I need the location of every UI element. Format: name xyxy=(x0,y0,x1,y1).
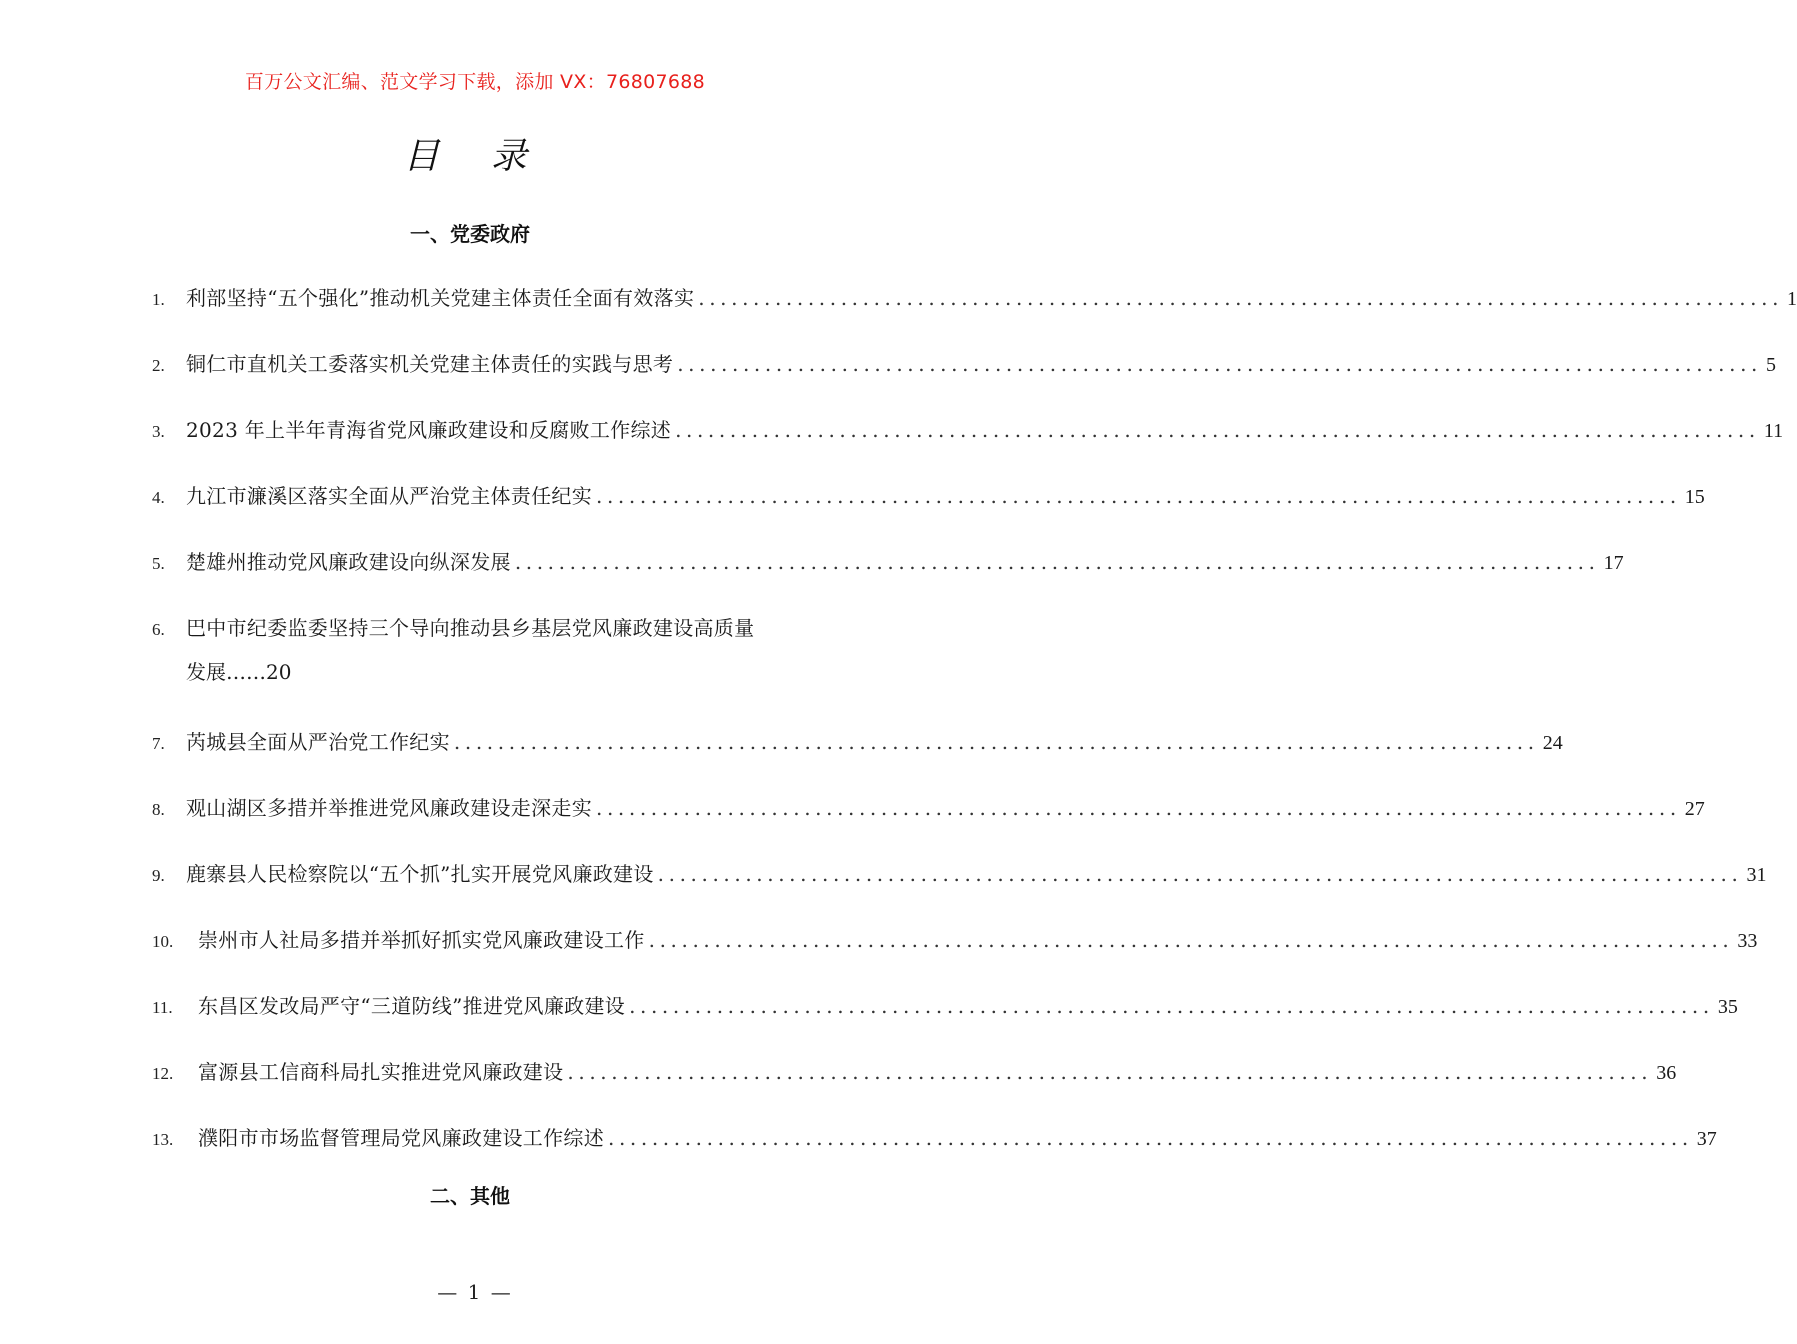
toc-entry-2[interactable] xyxy=(152,342,1776,408)
toc-entry-10[interactable] xyxy=(152,918,1758,984)
entry-page-number: 37 xyxy=(1696,1128,1717,1150)
entry-number: 9. xyxy=(152,866,165,885)
toc-entry-7[interactable] xyxy=(152,720,1563,786)
dot-leader: ................................................................................................... xyxy=(596,796,1681,820)
toc-entry-4[interactable] xyxy=(152,474,1705,540)
entry-page-number: 5 xyxy=(1766,354,1776,376)
entry-page-number: 1 xyxy=(1787,288,1797,310)
entry-page-number: 27 xyxy=(1684,798,1705,820)
entry-title-continuation: 发展……20 xyxy=(186,660,292,684)
dot-leader: ................................................................................................... xyxy=(567,1060,1653,1084)
dot-leader: ................................................................................................... xyxy=(596,484,1681,508)
entry-title: 富源县工信商科局扎实推进党风廉政建设 xyxy=(198,1060,564,1084)
entry-page-number: 31 xyxy=(1746,864,1767,886)
entry-title: 2023 年上半年青海省党风廉政建设和反腐败工作综述 xyxy=(186,418,672,442)
toc-entry-8[interactable] xyxy=(152,786,1705,852)
entry-page-number: 33 xyxy=(1737,930,1758,952)
page-footer-number: — 1 — xyxy=(437,1280,513,1304)
entry-title: 崇州市人社局多措并举抓好抓实党风廉政建设工作 xyxy=(198,928,645,952)
entry-title: 东昌区发改局严守“三道防线”推进党风廉政建设 xyxy=(198,994,626,1018)
dot-leader: ................................................................................................... xyxy=(608,1126,1693,1150)
watermark-banner: 百万公文汇编、范文学习下载，添加 VX：76807688 xyxy=(244,71,706,93)
entry-page-number: 15 xyxy=(1684,486,1705,508)
toc-entry-1[interactable] xyxy=(152,276,1797,342)
entry-title: 铜仁市直机关工委落实机关党建主体责任的实践与思考 xyxy=(186,352,674,376)
entry-title: 利部坚持“五个强化”推动机关党建主体责任全面有效落实 xyxy=(186,286,695,310)
entry-title: 九江市濂溪区落实全面从严治党主体责任纪实 xyxy=(186,484,592,508)
entry-title: 观山湖区多措并举推进党风廉政建设走深走实 xyxy=(186,796,592,820)
entry-number: 13. xyxy=(152,1130,174,1149)
entry-number: 3. xyxy=(152,422,165,441)
entry-title: 巴中市纪委监委坚持三个导向推动县乡基层党风廉政建设高质量 xyxy=(186,616,755,640)
section-heading-party-government: 一、党委政府 xyxy=(410,222,530,246)
section-heading-other: 二、其他 xyxy=(430,1184,510,1208)
entry-page-number: 35 xyxy=(1717,996,1738,1018)
entry-number: 12. xyxy=(152,1064,174,1083)
dot-leader: ................................................................................................... xyxy=(675,418,1760,442)
dot-leader: ................................................................................................... xyxy=(698,286,1784,310)
toc-entry-12[interactable] xyxy=(152,1050,1677,1116)
entry-number: 6. xyxy=(152,620,165,639)
table-of-contents xyxy=(152,276,1797,1182)
dot-leader: ................................................................................................... xyxy=(657,862,1743,886)
page-title: 目 录 xyxy=(403,136,547,177)
entry-number: 5. xyxy=(152,554,165,573)
entry-title: 鹿寨县人民检察院以“五个抓”扎实开展党风廉政建设 xyxy=(186,862,654,886)
entry-page-number: 24 xyxy=(1542,732,1563,754)
entry-page-number: 11 xyxy=(1763,420,1784,442)
entry-number: 7. xyxy=(152,734,165,753)
entry-number: 2. xyxy=(152,356,165,375)
entry-title: 芮城县全面从严治党工作纪实 xyxy=(186,730,450,754)
dot-leader: ................................................................................................... xyxy=(677,352,1762,376)
entry-number: 10. xyxy=(152,932,174,951)
entry-page-number: 36 xyxy=(1656,1062,1677,1084)
entry-number: 11. xyxy=(152,998,173,1017)
toc-entry-9[interactable] xyxy=(152,852,1767,918)
dot-leader: ................................................................................................... xyxy=(514,550,1600,574)
entry-title: 楚雄州推动党风廉政建设向纵深发展 xyxy=(186,550,511,574)
entry-number: 8. xyxy=(152,800,165,819)
toc-entry-5[interactable] xyxy=(152,540,1624,606)
entry-page-number: 17 xyxy=(1603,552,1624,574)
toc-entry-3[interactable] xyxy=(152,408,1784,474)
dot-leader: ................................................................................................... xyxy=(648,928,1734,952)
dot-leader: ................................................................................................... xyxy=(453,730,1539,754)
dot-leader: ................................................................................................... xyxy=(629,994,1714,1018)
entry-number: 1. xyxy=(152,290,165,309)
toc-entry-6[interactable] xyxy=(152,606,922,720)
toc-entry-13[interactable] xyxy=(152,1116,1717,1182)
toc-entry-11[interactable] xyxy=(152,984,1738,1050)
entry-title: 濮阳市市场监督管理局党风廉政建设工作综述 xyxy=(198,1126,604,1150)
entry-number: 4. xyxy=(152,488,165,507)
